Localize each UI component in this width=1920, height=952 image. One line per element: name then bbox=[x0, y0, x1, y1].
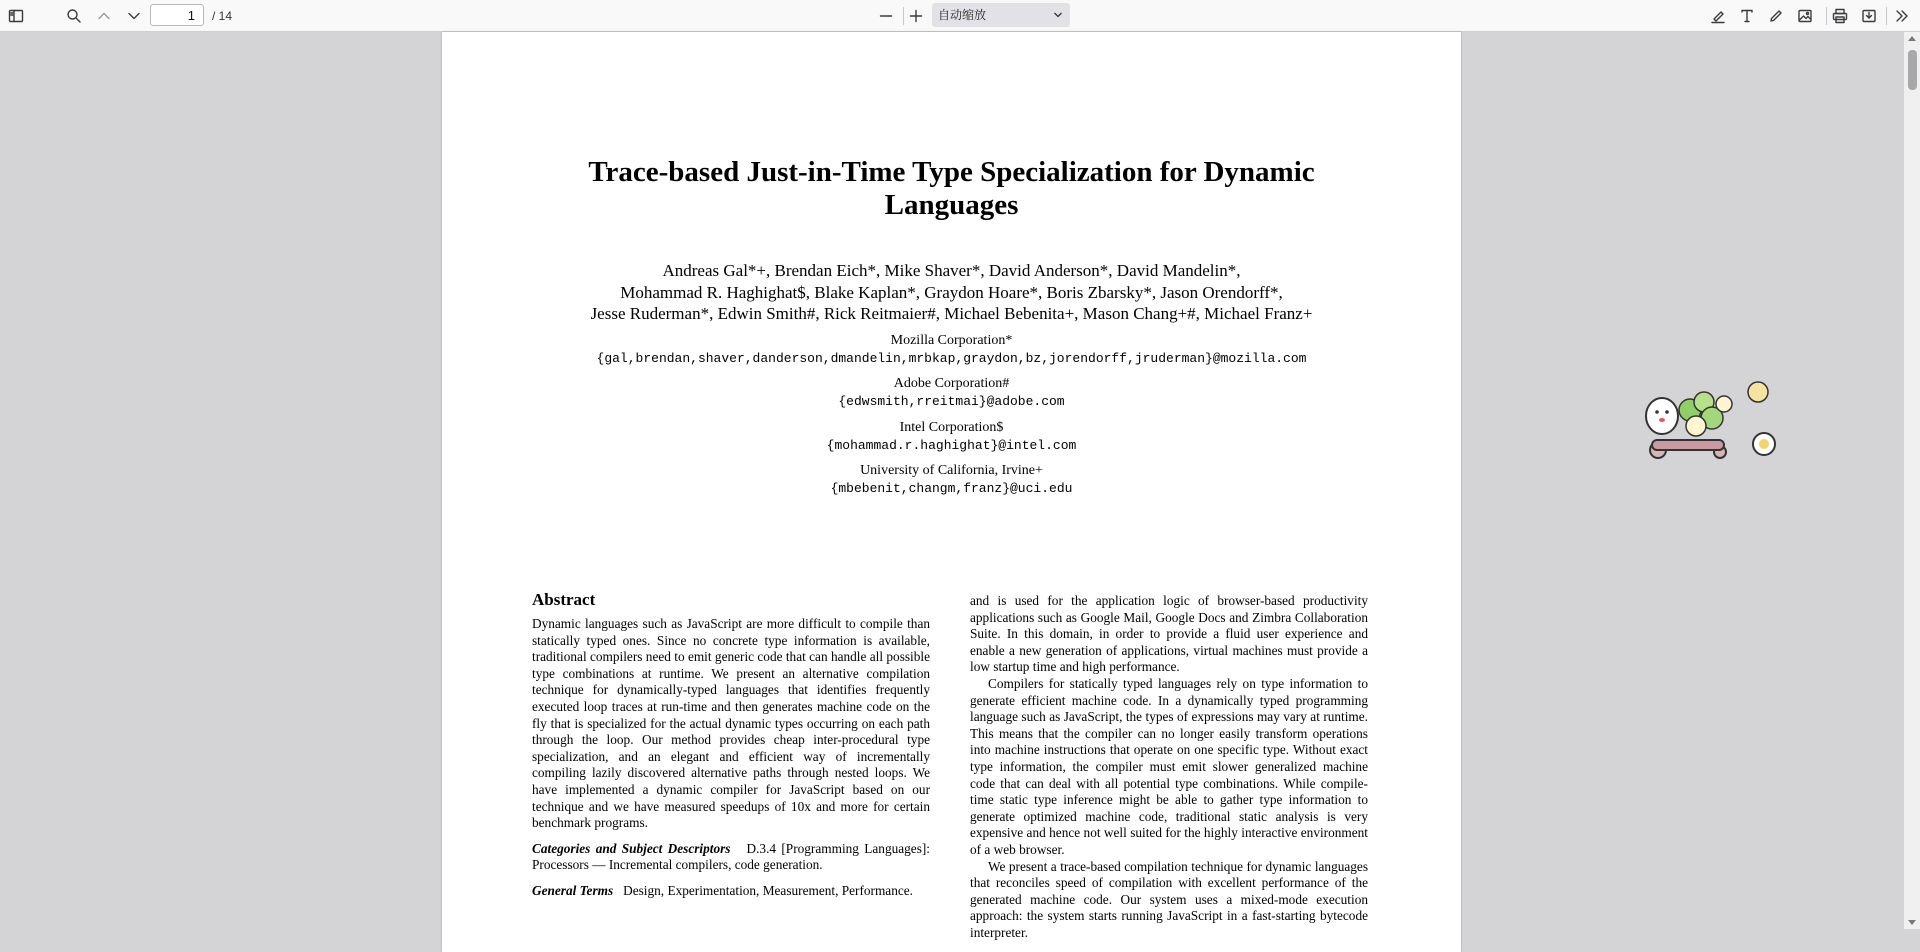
mascot-sticker bbox=[1640, 382, 1785, 464]
next-page-icon[interactable] bbox=[122, 4, 146, 28]
affiliation-name: Adobe Corporation# bbox=[893, 376, 1010, 391]
document-viewer[interactable] bbox=[0, 32, 1920, 940]
title-line-1: Trace-based Just-in-Time Type Specialization for Dynamic bbox=[588, 156, 1315, 188]
sidebar-toggle-icon[interactable] bbox=[4, 4, 28, 28]
abstract-text: Dynamic languages such as JavaScript are more difficult to compile than statically typed ones. Since no concrete type information is available, traditional compilers need to emit generic code that can handle all possible type combinations at runtime. We present an alternative compilation technique for dynamically-typed languages that identifies frequently executed loop traces at run-time and then generates machine code on the fly that is specialized for the actual dynamic types occurring on each path through the loop. Our method provides cheap inter-procedural type specialization, and an elegant and efficient way of incrementally compiling lazily discovered alternative paths through nested loops. We have implemented a dynamic compiler for JavaScript based on our technique and we have measured speedups of 10x and more for certain benchmark programs. bbox=[532, 616, 930, 831]
authors-line-3: Jesse Ruderman*, Edwin Smith#, Rick Reitmaier#, Michael Bebenita+, Mason Chang+#, Michael Franz+ bbox=[590, 304, 1313, 323]
scroll-down-arrow[interactable] bbox=[1908, 920, 1916, 925]
page-count: / 14 bbox=[212, 9, 233, 23]
intro-paragraph-2: Compilers for statically typed languages rely on type information to generate efficient machine code. In a dynamically typed programming language such as JavaScript, the types of expressions may vary at runtime. This means that the compiler can no longer easily transform operations into machine instructions that operate on one specific type. Without exact type information, the compiler must emit slower generalized machine code that can deal with all potential type combinations. While compile-time static type inference might be able to gather type information to generate optimized machine code, traditional static analysis is very expensive and hence not well suited for the highly interactive environment of a web browser. bbox=[970, 675, 1368, 857]
left-column bbox=[532, 590, 930, 900]
affiliation-name: Mozilla Corporation* bbox=[890, 333, 1013, 348]
zoom-out-icon[interactable] bbox=[874, 4, 898, 28]
intro-paragraph-1: and is used for the application logic of browser-based productivity applications such as Google Mail, Google Docs and Zimbra Collaboration Suite. In this domain, in order to provide a fluid user experience and enable a new generation of applications, virtual machines must provide a low startup time and high performance. bbox=[970, 593, 1368, 675]
categories-text: D.3.4 [Programming Languages]: Processors — Incremental compilers, code generation. bbox=[532, 840, 930, 873]
scroll-up-arrow[interactable] bbox=[1908, 36, 1916, 41]
highlight-icon[interactable] bbox=[1706, 4, 1730, 28]
toolbar-separator bbox=[1886, 7, 1887, 25]
paper-title bbox=[442, 156, 1461, 222]
general-terms-paragraph bbox=[532, 883, 930, 900]
print-icon[interactable] bbox=[1828, 4, 1852, 28]
general-terms-text: Design, Experimentation, Measurement, Performance. bbox=[623, 882, 913, 898]
vertical-scrollbar[interactable] bbox=[1904, 32, 1920, 929]
pdf-page bbox=[442, 32, 1461, 952]
image-icon[interactable] bbox=[1793, 4, 1817, 28]
scrollbar-thumb[interactable] bbox=[1908, 50, 1917, 90]
affiliation-mozilla bbox=[442, 332, 1461, 367]
author-list bbox=[442, 260, 1461, 325]
categories-paragraph bbox=[532, 841, 930, 874]
previous-page-icon[interactable] bbox=[92, 4, 116, 28]
affiliation-email: {mbebenit,changm,franz}@uci.edu bbox=[830, 480, 1073, 496]
affiliation-intel bbox=[442, 419, 1461, 454]
title-line-2: Languages bbox=[884, 189, 1019, 221]
general-terms-label: General Terms bbox=[532, 882, 614, 898]
page-number-input[interactable] bbox=[150, 4, 204, 26]
affiliation-email: {edwsmith,rreitmai}@adobe.com bbox=[838, 393, 1065, 409]
affiliation-adobe bbox=[442, 375, 1461, 410]
chevron-down-icon bbox=[1054, 11, 1062, 19]
affiliation-name: University of California, Irvine+ bbox=[860, 463, 1043, 478]
search-icon[interactable] bbox=[62, 4, 86, 28]
pdf-toolbar bbox=[0, 0, 1920, 32]
affiliation-email: {gal,brendan,shaver,danderson,dmandelin,mrbkap,graydon,bz,jorendorff,jruderman}@mozilla.com bbox=[596, 350, 1307, 366]
zoom-in-icon[interactable] bbox=[904, 4, 928, 28]
affiliation-email: {mohammad.r.haghighat}@intel.com bbox=[826, 437, 1077, 453]
categories-label: Categories and Subject Descriptors bbox=[532, 840, 731, 856]
right-column bbox=[970, 593, 1368, 941]
text-icon[interactable] bbox=[1735, 4, 1759, 28]
affiliation-name: Intel Corporation$ bbox=[899, 420, 1004, 435]
authors-line-1: Andreas Gal*+, Brendan Eich*, Mike Shaver*, David Anderson*, David Mandelin*, bbox=[662, 261, 1241, 280]
intro-paragraph-3: We present a trace-based compilation technique for dynamic languages that reconciles speed of compilation with excellent performance of the generated machine code. Our system uses a mixed-mode execution approach: the system starts running JavaScript in a fast-starting bytecode interpreter. bbox=[970, 858, 1368, 940]
affiliation-uci bbox=[442, 462, 1461, 497]
zoom-select[interactable] bbox=[932, 3, 1070, 27]
abstract-heading: Abstract bbox=[532, 590, 596, 609]
authors-line-2: Mohammad R. Haghighat$, Blake Kaplan*, Graydon Hoare*, Boris Zbarsky*, Jason Orendorff*, bbox=[620, 282, 1283, 302]
tools-menu-icon[interactable] bbox=[1890, 4, 1914, 28]
zoom-select-value: 自动缩放 bbox=[938, 8, 987, 22]
toolbar-separator bbox=[1826, 7, 1827, 25]
save-icon[interactable] bbox=[1857, 4, 1881, 28]
draw-icon[interactable] bbox=[1764, 4, 1788, 28]
